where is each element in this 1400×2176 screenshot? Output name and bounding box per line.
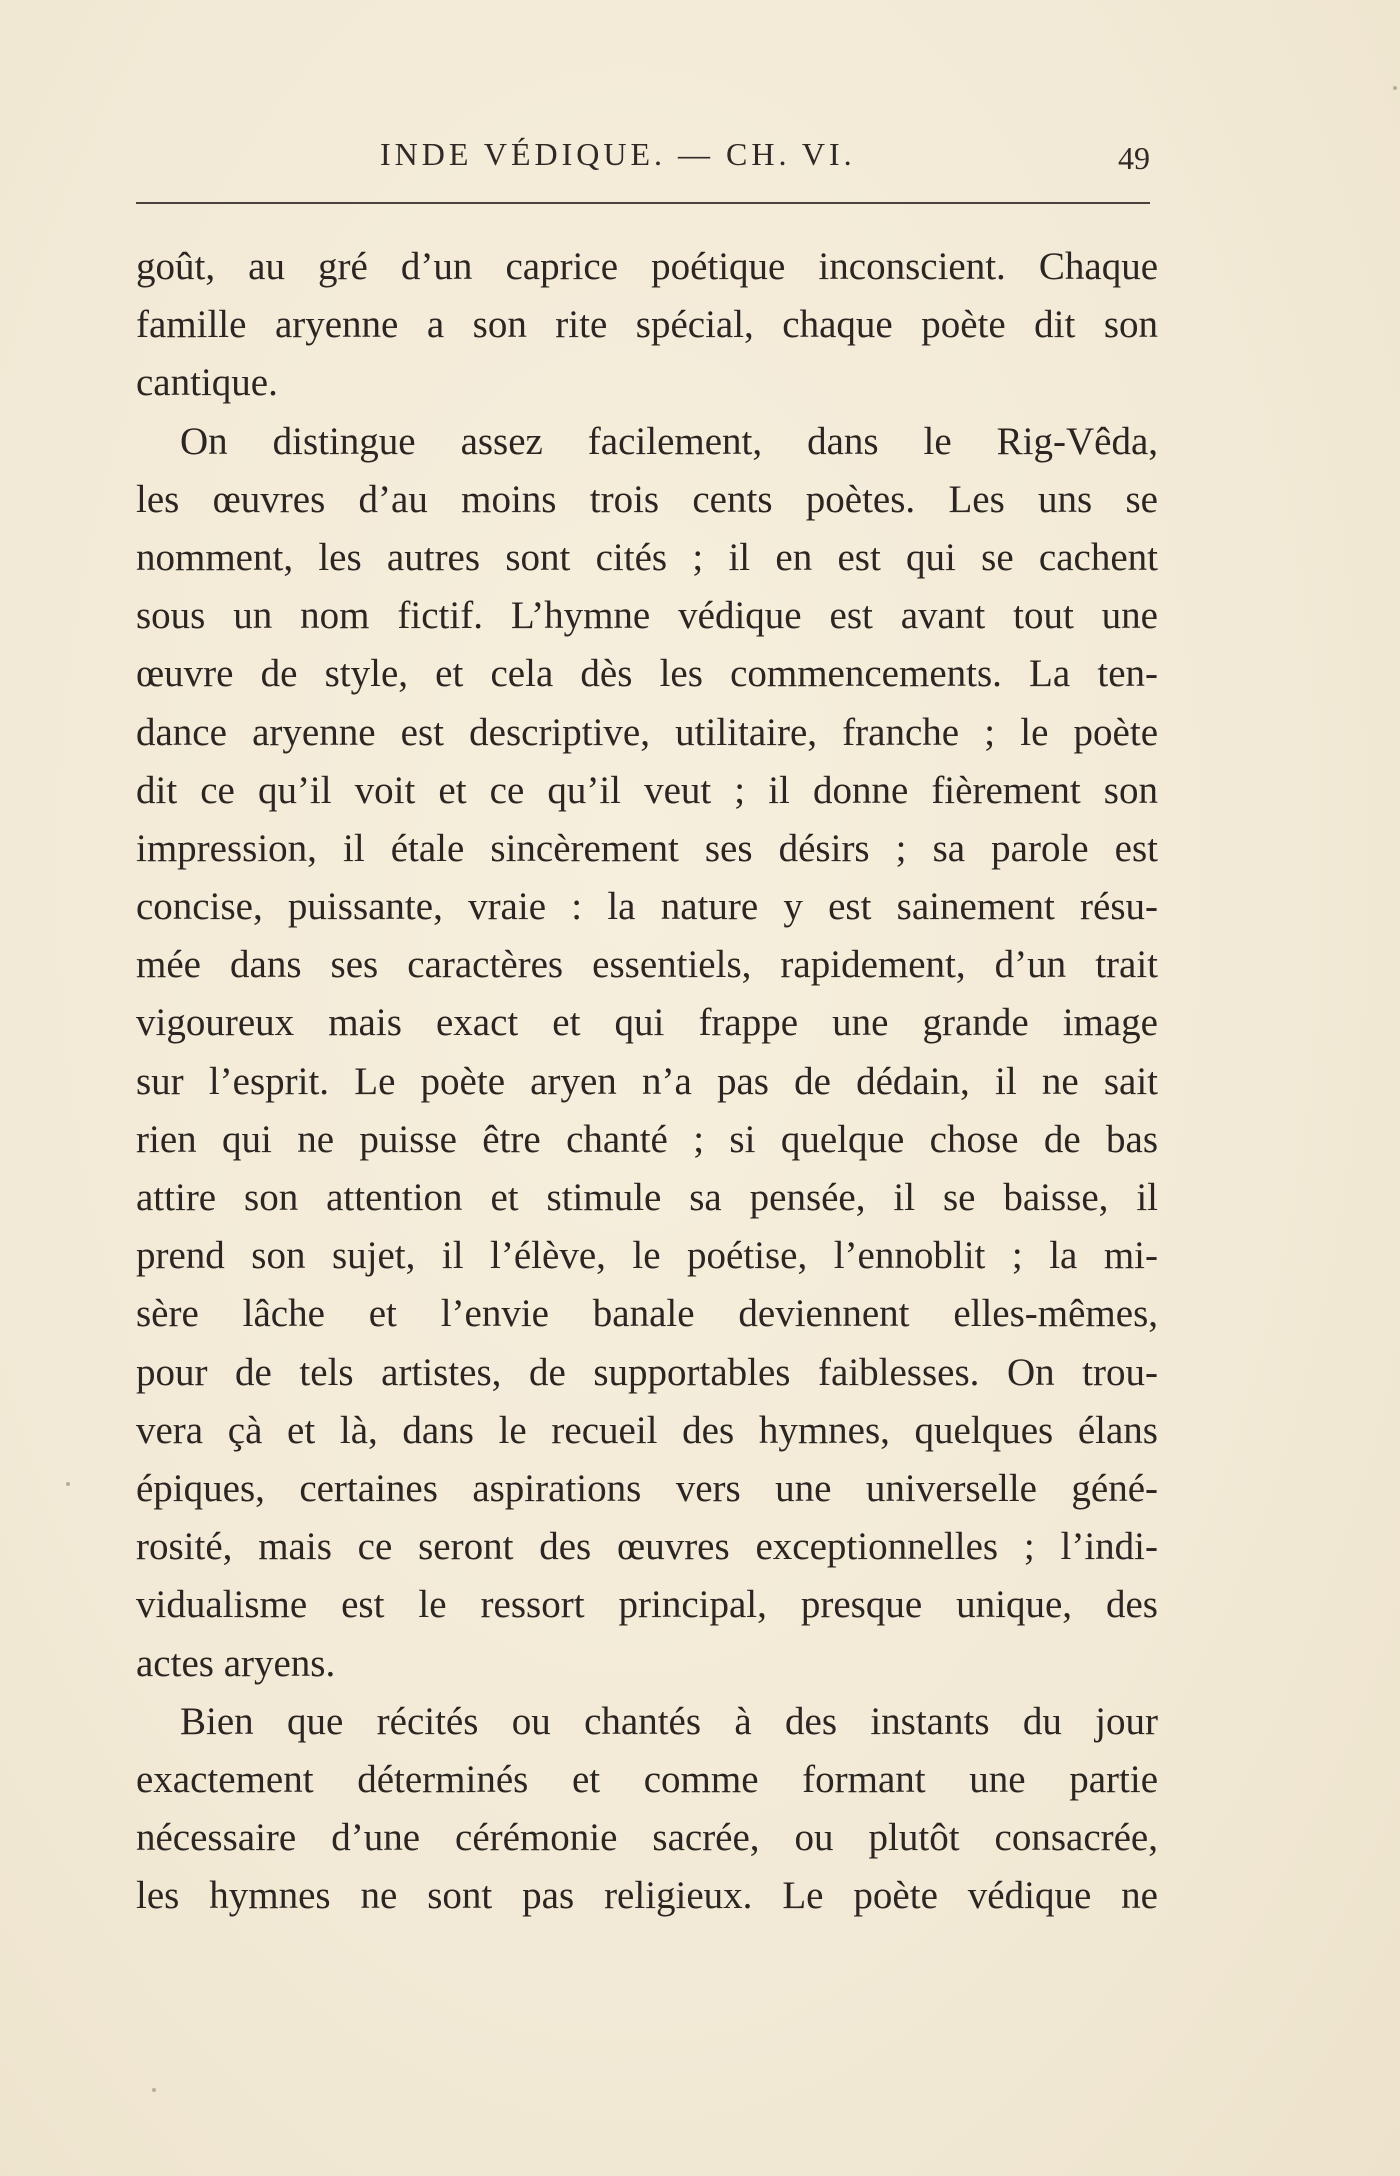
paper-speck <box>66 1482 70 1486</box>
paper-speck <box>1393 86 1397 90</box>
text-line: œuvre de style, et cela dès les commencements. La ten- <box>136 652 1158 696</box>
text-line: Bien que récités ou chantés à des instants du jour <box>180 1699 1158 1743</box>
text-line: impression, il étale sincèrement ses désirs ; sa parole est <box>136 826 1158 870</box>
header-rule <box>136 202 1150 204</box>
text-line: exactement déterminés et comme formant une partie <box>136 1757 1158 1801</box>
text-line: mée dans ses caractères essentiels, rapidement, d’un trait <box>136 943 1158 987</box>
text-line: rien qui ne puisse être chanté ; si quelque chose de bas <box>136 1117 1158 1161</box>
text-line: épiques, certaines aspirations vers une universelle géné- <box>136 1466 1158 1510</box>
text-line: cantique. <box>136 361 278 405</box>
text-line: rosité, mais ce seront des œuvres exceptionnelles ; l’indi- <box>136 1525 1158 1569</box>
text-line: dance aryenne est descriptive, utilitaire, franche ; le poète <box>136 710 1158 754</box>
page-number: 49 <box>1118 140 1150 176</box>
text-line: vera çà et là, dans le recueil des hymnes, quelques élans <box>136 1408 1158 1452</box>
text-line: sère lâche et l’envie banale deviennent elles-mêmes, <box>136 1292 1158 1336</box>
text-line: prend son sujet, il l’élève, le poétise, l’ennoblit ; la mi- <box>136 1234 1158 1278</box>
text-line: nomment, les autres sont cités ; il en est qui se cachent <box>136 535 1158 579</box>
text-line: vidualisme est le ressort principal, presque unique, des <box>136 1583 1158 1627</box>
text-line: nécessaire d’une cérémonie sacrée, ou plutôt consacrée, <box>136 1816 1158 1860</box>
text-line: goût, au gré d’un caprice poétique inconscient. Chaque <box>136 245 1158 288</box>
running-title: INDE VÉDIQUE. — CH. VI. <box>380 136 856 172</box>
text-line: famille aryenne a son rite spécial, chaque poète dit son <box>136 303 1158 347</box>
text-line: dit ce qu’il voit et ce qu’il veut ; il donne fièrement son <box>136 768 1158 812</box>
text-line: On distingue assez facilement, dans le Rig-Vêda, <box>180 419 1158 463</box>
text-line: les œuvres d’au moins trois cents poètes. Les uns se <box>136 477 1158 521</box>
text-line: concise, puissante, vraie : la nature y est sainement résu- <box>136 885 1158 929</box>
text-line: sur l’esprit. Le poète aryen n’a pas de dédain, il ne sait <box>136 1059 1158 1103</box>
body-text <box>136 238 1158 1925</box>
text-line: vigoureux mais exact et qui frappe une grande image <box>136 1001 1158 1045</box>
text-line: les hymnes ne sont pas religieux. Le poète védique ne <box>136 1874 1158 1918</box>
text-line: sous un nom fictif. L’hymne védique est avant tout une <box>136 594 1158 638</box>
text-line: actes aryens. <box>136 1641 336 1685</box>
text-line: attire son attention et stimule sa pensée, il se baisse, il <box>136 1176 1158 1219</box>
text-line: pour de tels artistes, de supportables faiblesses. On trou- <box>136 1350 1158 1394</box>
paper-speck <box>152 2088 156 2092</box>
